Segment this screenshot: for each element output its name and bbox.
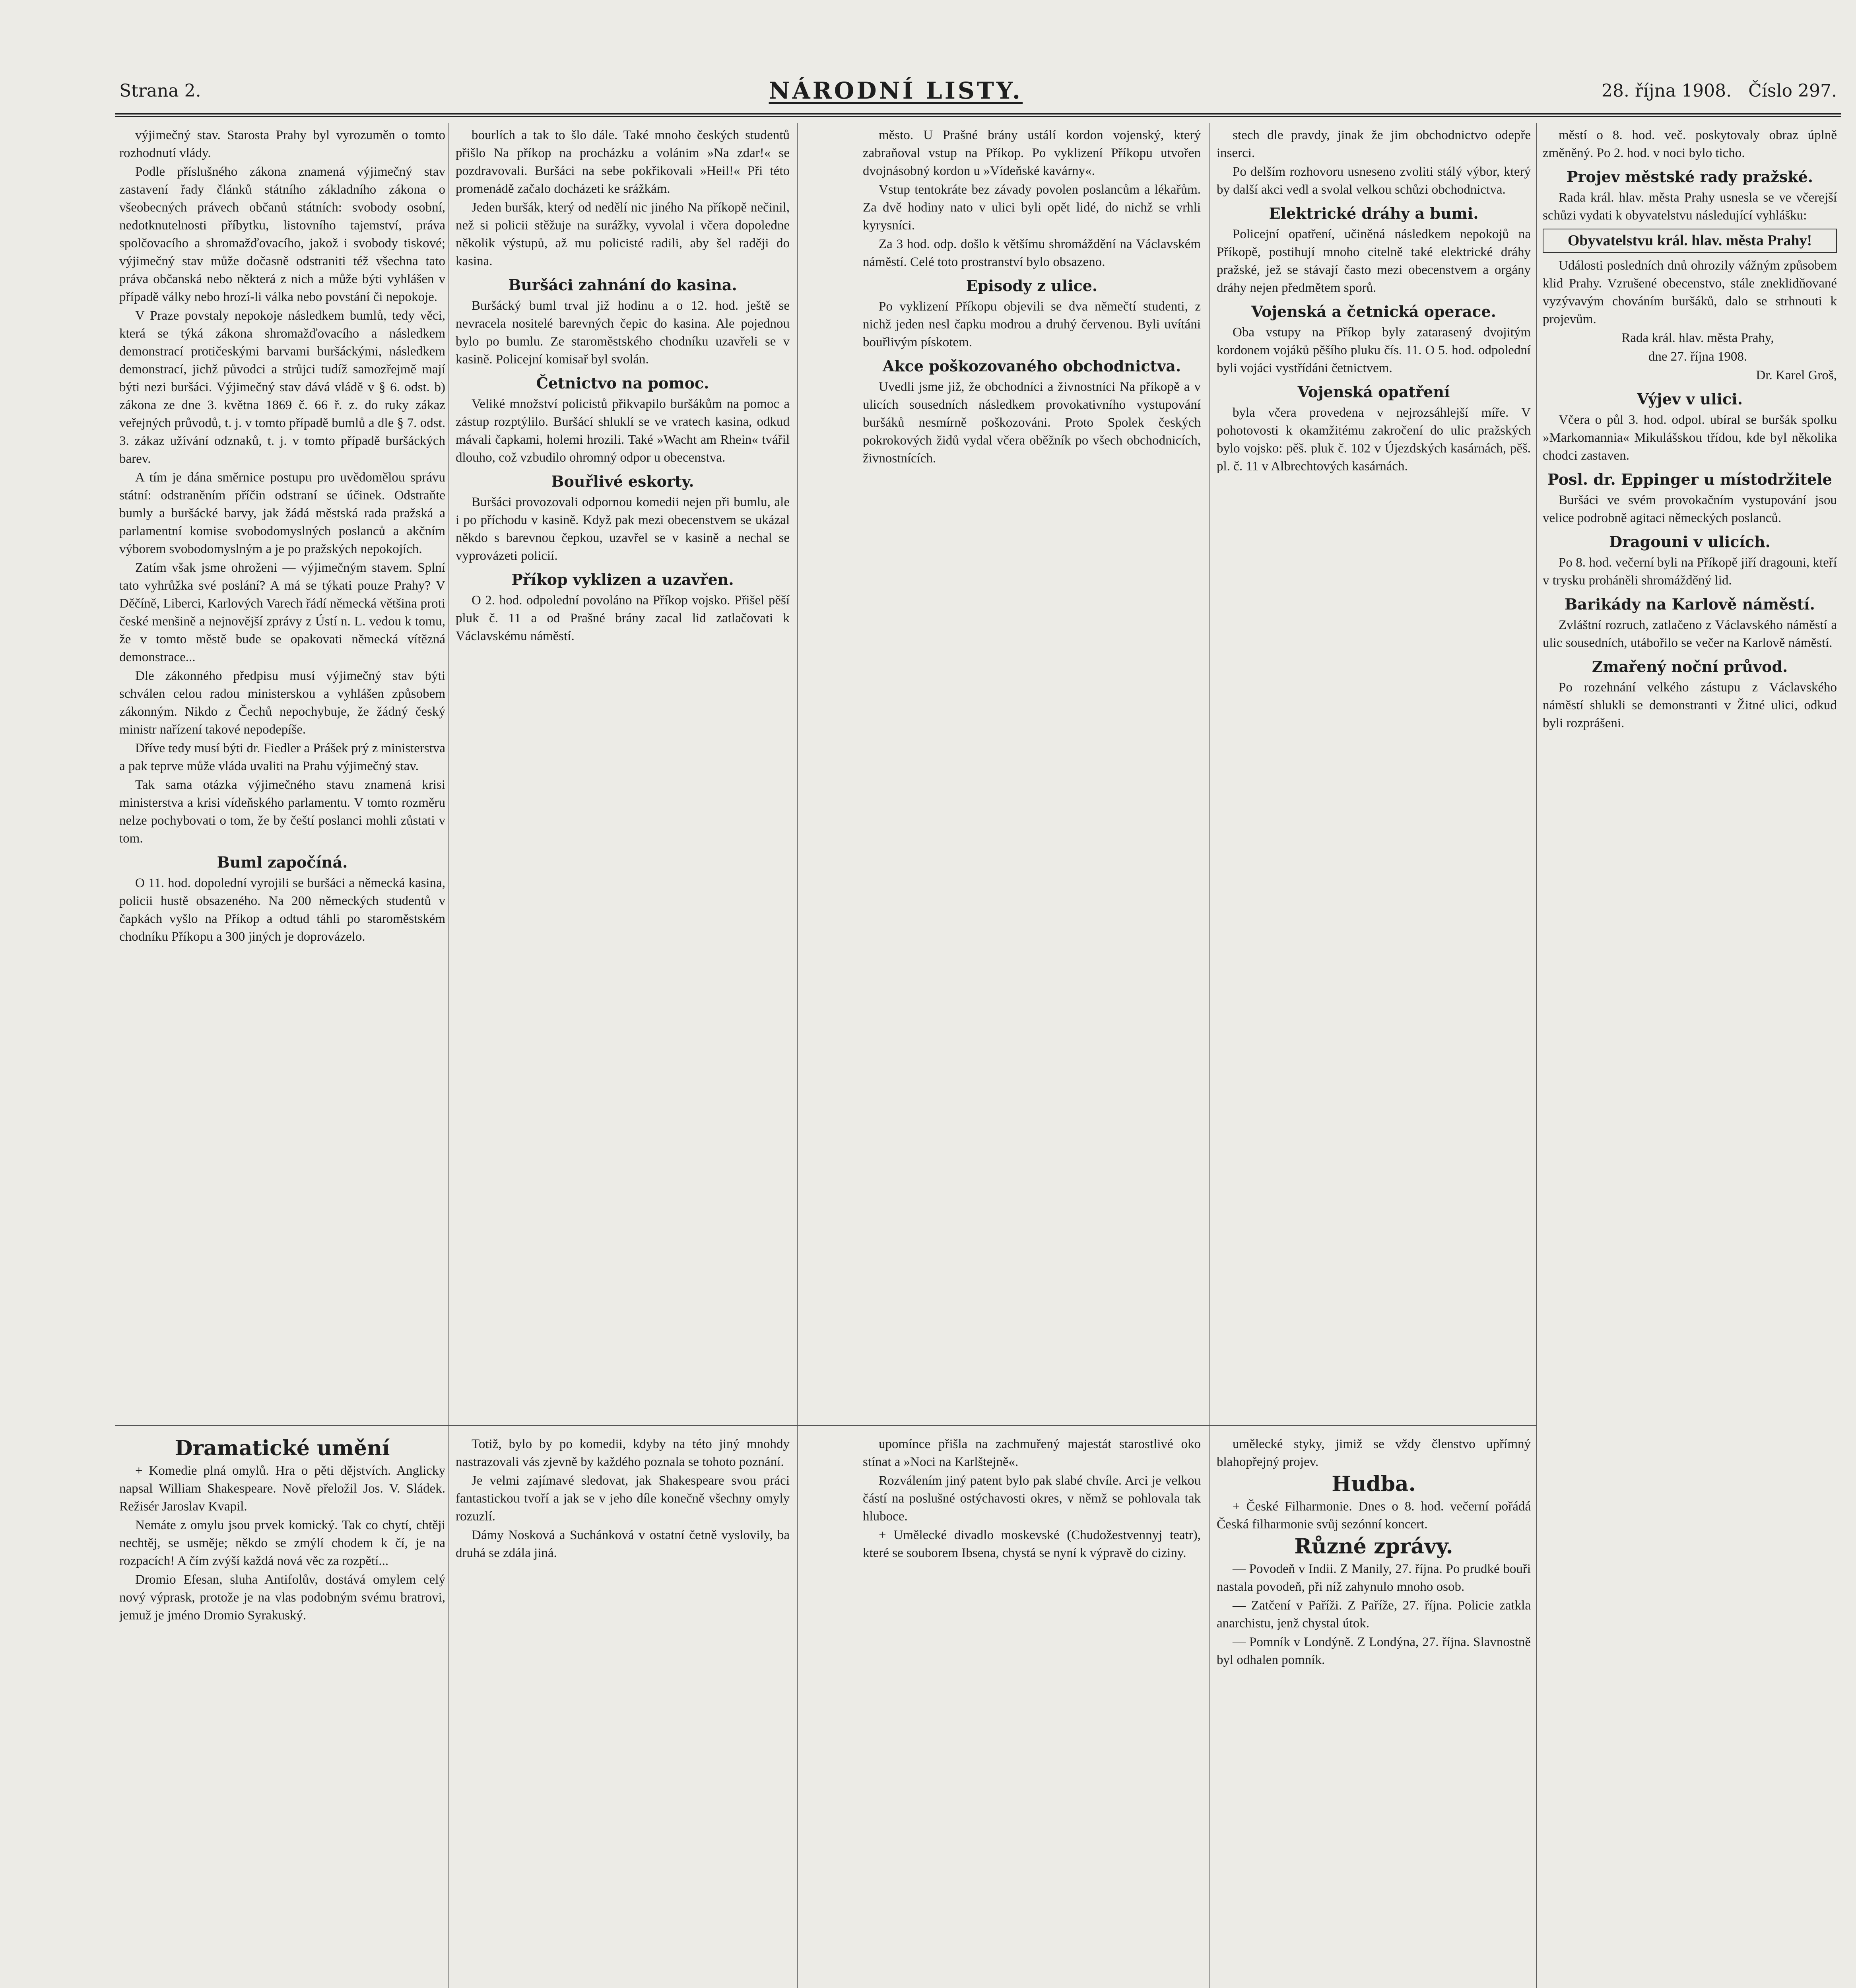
masthead-rule-thin (115, 116, 1841, 117)
paragraph: Události posledních dnů ohrozily vážným způsobem klid Prahy. Vzrušené obecenstvo, stále zneklidňované vyzývavým chováním buršáků, dalo se strhnouti k projevům. (1543, 258, 1837, 326)
subheading: Zmařený noční průvod. (1592, 658, 1788, 676)
paragraph: O 2. hod. odpolední povoláno na Příkop vojsko. Přišel pěší pluk č. 11 a od Prašné brány zacal lid zatlačovati k Václavskému náměstí. (456, 593, 790, 643)
column-3 (863, 126, 1201, 1415)
subheading: Dragouni v ulicích. (1609, 533, 1771, 551)
subheading: Příkop vyklizen a uzavřen. (511, 571, 734, 588)
paragraph: — Zatčení v Paříži. Z Paříže, 27. října. Policie zatkla anarchistu, jenž chystal útok. (1217, 1598, 1531, 1631)
paragraph: bourlích a tak to šlo dále. Také mnoho českých studentů přišlo Na příkop na procházku a volánim »Na zdar!« se pozdravovali. Buršáci na sebe pokřikovali »Heil!« Při této promenádě začalo docházeti ke srážkám. (456, 128, 790, 196)
paragraph: městí o 8. hod. več. poskytovaly obraz úplně změněný. Po 2. hod. v noci bylo ticho. (1543, 128, 1837, 160)
paragraph: Rozválením jiný patent bylo pak slabé chvíle. Arci je velkou částí na poslušné ostýchavosti okres, v němž se pohlovala tak hluboce. (863, 1474, 1201, 1524)
paragraph: Rada král. hlav. města Prahy usnesla se ve včerejší schůzi vydati k obyvatelstvu následující vyhlášku: (1543, 190, 1837, 223)
paragraph: Po vyklizení Příkopu objevili se dva němečtí studenti, z nichž jeden nesl čapku modrou a druhý červenou. Byli uvítáni bouřlivým pískotem. (863, 299, 1201, 349)
paragraph: Dámy Nosková a Suchánková v ostatní četně vyslovily, ba druhá se zdála jiná. (456, 1528, 790, 1560)
paragraph: Po delším rozhovoru usneseno zvoliti stálý výbor, který by další akci vedl a svolal velkou schůzi obchodnictva. (1217, 165, 1531, 197)
paragraph: V Praze povstaly nepokoje následkem bumlů, tedy věci, která se týká zákona shromažďovacího a následkem demonstrací protičeskými barvami buršáckými, následkem demonstrací, jichž původci a strůjci tudíž samozřejmě mají býti nezi buršáci. Výjimečný stav dává vládě v § 6. odst. b) zákona ze dne 3. května 1869 č. 66 ř. z. do ruky zákaz veřejných průvodů, t. j. v tomto případě bumlů a dle § 7. odst. 3. zákaz užívání odznaků, t. j. v tomto případě buršáckých barev. (119, 309, 445, 466)
date-issue (1590, 81, 1837, 101)
feuilleton-column-3 (863, 1435, 1201, 1988)
paragraph: Buršáci ve svém provokačním vystupování jsou velice podrobně agitaci německých poslanců. (1543, 493, 1837, 525)
paragraph: upomínce přišla na zachmuřený majestát starostlivé oko stínat a »Noci na Karlštejně«. (863, 1437, 1201, 1469)
signature-name: Dr. Karel Groš, (1756, 368, 1837, 382)
paragraph: Dříve tedy musí býti dr. Fiedler a Prášek prý z ministerstva a pak teprve může vláda uvaliti na Prahu výjimečný stav. (119, 741, 445, 773)
paragraph: umělecké styky, jimiž se vždy členstvo upřímný blahopřejný projev. (1217, 1437, 1531, 1469)
paragraph: Jeden buršák, který od nedělí nic jiného Na příkopě nečinil, než si policii stěžuje na surážky, vyvolal i včera dopoledne několik výstupů, až mu policisté radili, aby šel raději do kasina. (456, 200, 790, 268)
subheading: Četnictvo na pomoc. (536, 374, 709, 392)
paragraph: Vstup tentokráte bez závady povolen poslancům a lékařům. Za dvě hodiny nato v ulici byli opět lidé, do nichž se vrhli kyrysníci. (863, 182, 1201, 233)
paragraph: Dromio Efesan, sluha Antifolův, dostává omylem celý nový výprask, protože je na vlas podobným svému bratrovi, jemuž je jméno Dromio Syrakuský. (119, 1573, 445, 1623)
subheading: Barikády na Karlově náměstí. (1565, 595, 1815, 613)
paragraph: výjimečný stav. Starosta Prahy byl vyrozuměn o tomto rozhodnutí vlády. (119, 128, 445, 160)
paragraph: Tak sama otázka výjimečného stavu znamená krisi ministerstva a krisi vídeňského parlamentu. V tomto rozměru nelze pochybovati o tom, že by čeští poslanci mohli zůstati v tom. (119, 778, 445, 846)
column-rule (448, 123, 449, 1988)
paragraph: stech dle pravdy, jinak že jim obchodnictvo odepře inserci. (1217, 128, 1531, 160)
issue-date: 28. října 1908. (1601, 80, 1732, 101)
column-rule (1209, 123, 1210, 1988)
paragraph: + Komedie plná omylů. Hra o pěti dějstvích. Anglicky napsal William Shakespeare. Nově přeložil Jos. V. Sládek. Režisér Jaroslav Kvapil. (119, 1464, 445, 1514)
subheading: Různé zprávy. (1294, 1534, 1453, 1559)
section-title: Dramatické umění (175, 1436, 390, 1460)
signature-place: Rada král. hlav. města Prahy, (1621, 331, 1774, 345)
subheading: Akce poškozovaného obchodnictva. (882, 357, 1181, 375)
page-label: Strana 2. (119, 80, 201, 101)
subheading: Vojenská a četnická operace. (1251, 303, 1496, 320)
paragraph: — Pomník v Londýně. Z Londýna, 27. října. Slavnostně byl odhalen pomník. (1217, 1635, 1531, 1667)
column-rule (797, 123, 798, 1988)
paragraph: Zvláštní rozruch, zatlačeno z Václavského náměstí a ulic sousedních, utábořilo se večer na Karlově náměstí. (1543, 618, 1837, 650)
subheading: Posl. dr. Eppinger u místodržitele (1547, 470, 1832, 488)
paragraph: Po 8. hod. večerní byli na Příkopě jiří dragouni, kteří v trysku proháněli shromážděný lid. (1543, 555, 1837, 588)
paragraph: Policejní opatření, učiněná následkem nepokojů na Příkopě, postihují mnoho citelně také elektrické dráhy pražské, jež se stávají často mezi obecenstvem a orgány dráhy nejen předmětem sporů. (1217, 227, 1531, 295)
subheading: Episody z ulice. (966, 277, 1098, 295)
masthead-rule (115, 113, 1841, 115)
subheading: Buršáci zahnání do kasina. (508, 276, 737, 294)
paper-name: NÁRODNÍ LISTY. (769, 77, 1023, 104)
paragraph: + České Filharmonie. Dnes o 8. hod. večerní pořádá Česká filharmonie svůj sezónní koncert. (1217, 1499, 1531, 1532)
subheading: Buml započíná. (217, 853, 348, 871)
subheading: Projev městské rady pražské. (1566, 168, 1813, 186)
column-rule (1536, 123, 1537, 1988)
feuilleton-column-4 (1217, 1435, 1531, 1988)
subheading: Výjev v ulici. (1637, 390, 1743, 408)
paragraph: Je velmi zajímavé sledovat, jak Shakespeare svou práci fantastickou tvoří a jak se v jeho díle konečně všechny omyly rozuzlí. (456, 1474, 790, 1524)
paragraph: + Umělecké divadlo moskevské (Chudožestvennyj teatr), které se souborem Ibsena, chystá se nyní k výpravě do ciziny. (863, 1528, 1201, 1560)
subheading: Vojenská opatření (1297, 383, 1450, 401)
column-5 (1543, 126, 1837, 1988)
paragraph: Oba vstupy na Příkop byly zatarasený dvojitým kordonem vojáků pěšího pluku čís. 11. O 5. hod. odpolední byli vojáci vystřídáni četnictvem. (1217, 325, 1531, 375)
paragraph: A tím je dána směrnice postupu pro uvědomělou správu státní: odstraněním příčin odstraní se účinek. Odstraňte bumly a buršácké barvy, jak žádá městská rada pražská a parlamentní komise svobodomyslných poslanců a akčním výborem svobodomyslným a je po pražských nepokojích. (119, 470, 445, 556)
subheading: Hudba. (1332, 1472, 1416, 1496)
paragraph: Zatím však jsme ohroženi — výjimečným stavem. Splní tato vyhrůžka své poslání? A má se týkati pouze Prahy? V Děčíně, Liberci, Karlových Varech řádí německá většina proti české menšině a nejnovější zprávy z Ústí n. L. vedou k tomu, že v tomto městě bude se opakovati německá vítězná demonstrace... (119, 561, 445, 664)
paragraph: Buršácký buml trval již hodinu a o 12. hod. ještě se nevracela nositelé barevných čepic do kasina. Ale pojednou bylo po bumlu. Ze staroměstského chodníku uzavřeli se v kasině. Policejní komisař byl svolán. (456, 299, 790, 367)
paragraph: Veliké množství policistů přikvapilo buršákům na pomoc a zástup rozptýlilo. Buršácí shluklí se ve vratech kasina, odkud mávali čapkami, holemi hrozili. Také »Wacht am Rhein« tvářil dlouho, což vzbudilo ohromný odpor u obecenstva. (456, 397, 790, 465)
subheading: Bouřlivé eskorty. (551, 472, 694, 490)
column-1 (119, 126, 445, 1415)
paragraph: Včera o půl 3. hod. odpol. ubíral se buršák spolku »Markomannia« Mikulášskou třídou, kde byl několika chodci zastaven. (1543, 413, 1837, 463)
paragraph: Nemáte z omylu jsou prvek komický. Tak co chytí, chtěji nechtěj, se usměje; někdo se zmýlí chodem k čí, je na rozpacích! A čím zvýší každá nová věc za rozpětí... (119, 1518, 445, 1568)
paragraph: — Povodeň v Indii. Z Manily, 27. října. Po prudké bouři nastala povodeň, při níž zahynulo mnoho osob. (1217, 1562, 1531, 1594)
paragraph: Za 3 hod. odp. došlo k většímu shromáždění na Václavském náměstí. Celé toto prostranství bylo obsazeno. (863, 237, 1201, 269)
paragraph: Podle příslušného zákona znamená výjimečný stav zastavení řady článků státního základního zákona o všeobecných právech občanů státních: svobody osobní, nedotknutelnosti příbytku, listovního tajemství, práva spolčovacího a shromažďovacího, jakož i svobody tiskové; výjimečný stav může dočasně odstraniti též všechna tato práva občanská nebo některá z nich a může býti vyhlášen v případě války nebo hrozí-li válka nebo povstání či nepokoje. (119, 165, 445, 304)
column-2 (456, 126, 790, 1415)
paragraph: O 11. hod. dopolední vyrojili se buršáci a německá kasina, policii hustě obsazeného. Na 200 německých studentů v čapkách vyšlo na Příkop a odtud táhli po staroměstském chodníku Příkopu a 300 jiných je doprovázelo. (119, 876, 445, 944)
proclamation-heading: Obyvatelstvu král. hlav. města Prahy! (1543, 229, 1837, 253)
column-4 (1217, 126, 1531, 1415)
feuilleton-column-2 (456, 1435, 790, 1988)
paragraph: Totiž, bylo by po komedii, kdyby na této jiný mnohdy nastrazovali vás zjevně by každého poznala se tohoto poznání. (456, 1437, 790, 1469)
masthead (119, 74, 1837, 107)
paragraph: Uvedli jsme již, že obchodníci a živnostníci Na příkopě a v ulicích sousedních následkem provokativního vystupování buršáků nesmírně poškozováni. Proto Spolek českých pokrokových židů vydal včera oběžník po všech obchodnicích, živnostnících. (863, 380, 1201, 466)
paragraph: Po rozehnání velkého zástupu z Václavského náměstí shlukli se demonstranti v Žitné ulici, odkud byli rozprášeni. (1543, 680, 1837, 730)
paragraph: Buršáci provozovali odpornou komedii nejen při bumlu, ale i po příchodu v kasině. Když pak mezi obecenstvem se ukázal někdo s barevnou čepkou, uzavřel se v kasině a nechal se vyprovázeti policií. (456, 495, 790, 563)
paragraph: Dle zákonného předpisu musí výjimečný stav býti schválen celou radou ministerskou a vyhlášen způsobem zákonným. Nikdo z Čechů nepochybuje, že žádný český ministr nařízení takové nepodepíše. (119, 669, 445, 737)
paragraph: město. U Prašné brány ustálí kordon vojenský, který zabraňoval vstup na Příkop. Po vyklizení Příkopu utvořen dvojnásobný kordon u »Vídeňské kavárny«. (863, 128, 1201, 178)
signature-date: dne 27. října 1908. (1648, 349, 1747, 364)
paragraph: byla včera provedena v nejrozsáhlejší míře. V pohotovosti k okamžitému zakročení do ulic pražských bylo vojsko: pěš. pluk č. 102 v Újezdských kasárnách, pěš. pl. č. 11 v Albrechtových kasárnách. (1217, 406, 1531, 474)
issue-number: Číslo 297. (1748, 80, 1837, 101)
subheading: Elektrické dráhy a bumi. (1269, 204, 1479, 222)
feuilleton-column-1 (119, 1435, 445, 1988)
section-divider (115, 1425, 1536, 1426)
